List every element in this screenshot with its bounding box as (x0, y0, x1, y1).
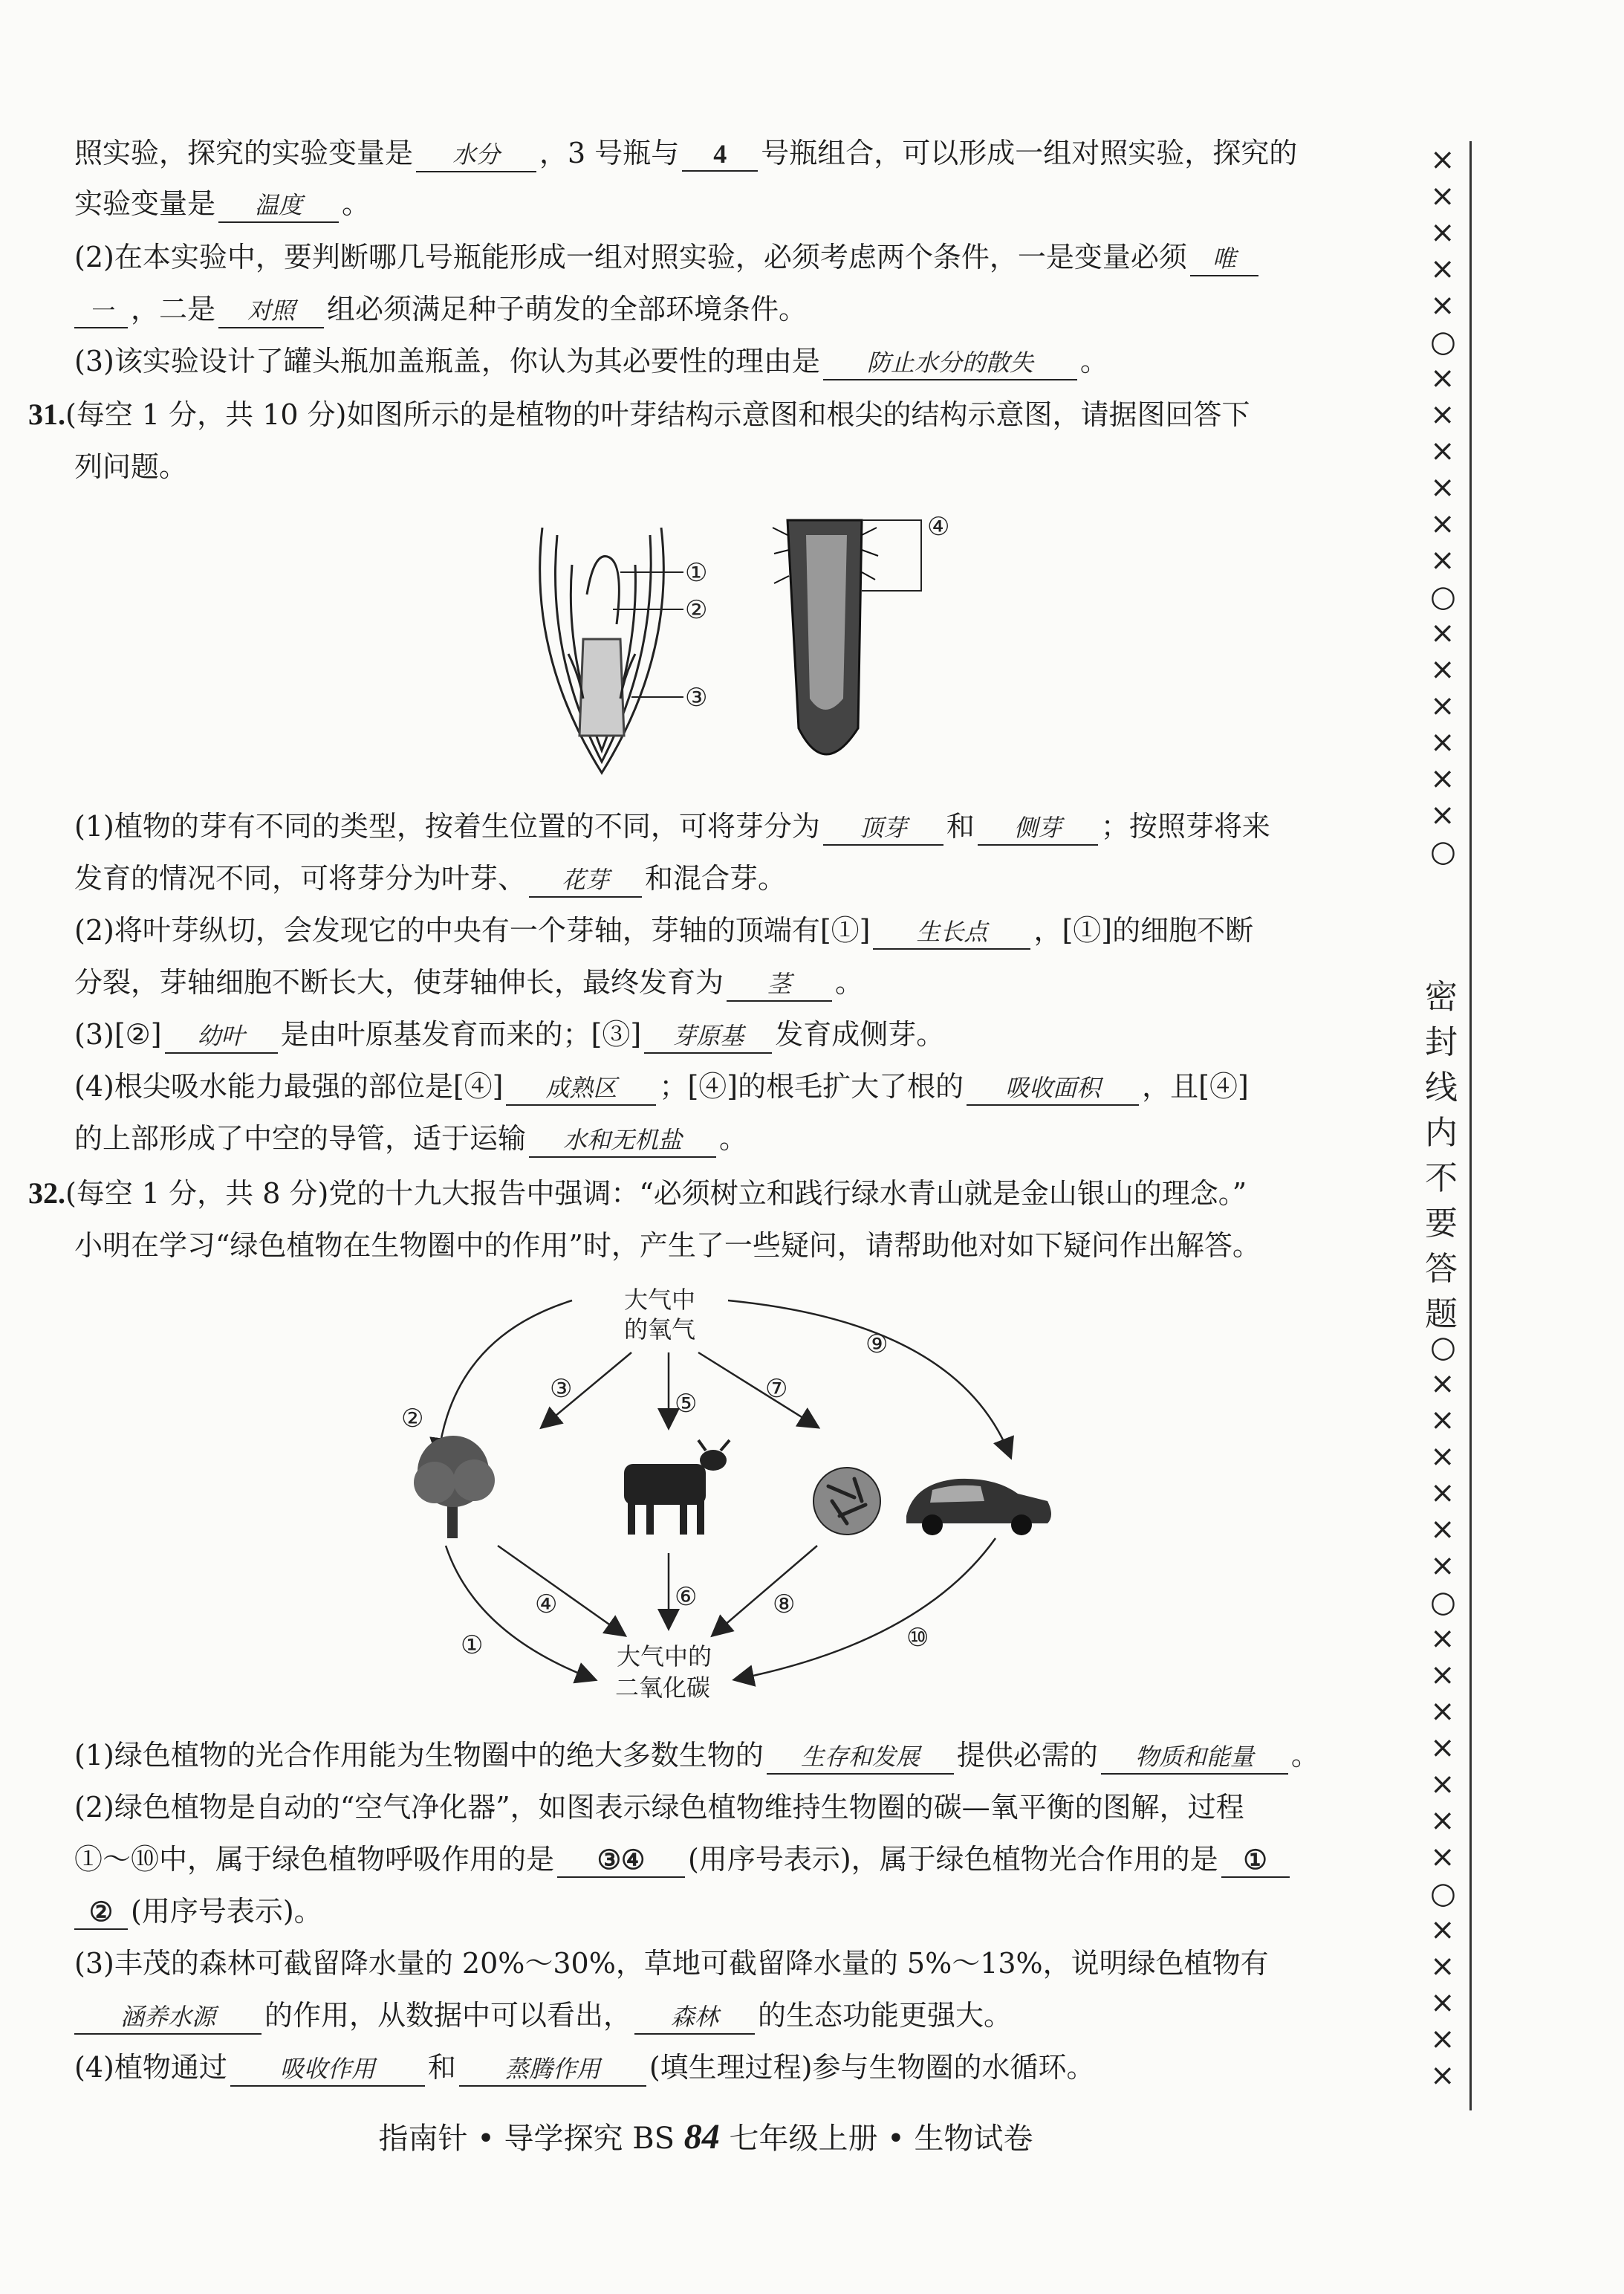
text: 实验变量是 (74, 187, 216, 220)
seal-cross-mark: × (1430, 1949, 1455, 1983)
seal-cross-mark: × (1430, 507, 1455, 541)
label-4: ④ (927, 512, 950, 542)
text: 。 (719, 1122, 748, 1155)
q30-line2 (74, 183, 370, 224)
text: 是由叶原基发育而来的；[③] (280, 1018, 642, 1051)
seal-text-char: 内 (1425, 1114, 1458, 1152)
car-icon (906, 1479, 1051, 1535)
seal-text-char: 密 (1425, 978, 1458, 1016)
seal-cross-mark: × (1430, 398, 1455, 432)
text: 小明在学习“绿色植物在生物圈中的作用”时，产生了一些疑问，请帮助他对如下疑问作出解答。 (74, 1229, 1261, 1262)
seal-cross-mark: × (1430, 798, 1455, 832)
seal-cross-mark: × (1430, 1367, 1455, 1401)
seal-cross-mark: × (1430, 1986, 1455, 2020)
seal-cross-mark: × (1430, 252, 1455, 286)
seal-cross-mark: × (1430, 1621, 1455, 1656)
seal-cross-mark: × (1430, 470, 1455, 505)
num-5: ⑤ (675, 1389, 698, 1419)
q30-p3 (74, 340, 1108, 382)
seal-cross-mark: × (1430, 1512, 1455, 1546)
arrow-4 (498, 1546, 624, 1635)
q31-p3 (74, 1014, 944, 1055)
seal-cross-mark: × (1430, 543, 1455, 577)
seal-text-char: 不 (1425, 1159, 1458, 1197)
answer-young-leaf: 幼叶 (165, 1020, 278, 1054)
seal-cross-mark: × (1430, 725, 1455, 759)
answer-unique-b: 一 (74, 294, 128, 328)
answer-mature-zone: 成熟区 (506, 1072, 656, 1106)
text: (每空 1 分，共 10 分)如图所示的是植物的叶芽结构示意图和根尖的结构示意图，请据图回答下 (65, 398, 1250, 431)
root-tip-illustration (773, 520, 878, 754)
answer-absorb-area: 吸收面积 (967, 1072, 1139, 1106)
num-2: ② (401, 1404, 424, 1433)
text: ，3 号瓶与 (539, 137, 680, 169)
seal-cross-mark: × (1430, 1476, 1455, 1510)
text: (填生理过程)参与生物圈的水循环。 (649, 2051, 1095, 2084)
text: (2)绿色植物是自动的“空气净化器”，如图表示绿色植物维持生物圈的碳—氧平衡的图解，过程 (74, 1791, 1244, 1824)
footer-left: 指南针 • 导学探究 BS (378, 2122, 675, 2156)
text: (用序号表示)。 (131, 1895, 322, 1928)
label-oxygen-2: 的氧气 (624, 1315, 696, 1344)
text: ①～⑩中，属于绿色植物呼吸作用的是 (74, 1843, 555, 1876)
text: 。 (835, 966, 864, 999)
seal-circle-mark: ○ (1430, 325, 1456, 359)
text: 的上部形成了中空的导管，适于运输 (74, 1122, 527, 1155)
text: 发育成侧芽。 (775, 1018, 945, 1051)
answer-top-bud: 顶芽 (823, 811, 943, 846)
answer-forest: 森林 (634, 2000, 755, 2035)
text: 。 (1079, 345, 1108, 378)
seal-cross-mark: × (1430, 1403, 1455, 1437)
seal-cross-mark: × (1430, 216, 1455, 250)
text: (用序号表示)，属于绿色植物光合作用的是 (688, 1843, 1218, 1876)
label-2: ② (685, 595, 708, 625)
text: (每空 1 分，共 8 分)党的十九大报告中强调：“必须树立和践行绿水青山就是金山银山的理念。” (65, 1177, 1247, 1210)
seal-cross-mark: × (1430, 1913, 1455, 1947)
seal-cross-mark: × (1430, 762, 1455, 796)
seal-cross-mark: × (1430, 1767, 1455, 1801)
num-10: ⑩ (906, 1623, 929, 1653)
num-4: ④ (535, 1590, 558, 1619)
leaf-bud-illustration (540, 528, 664, 773)
answer-photo-b: ② (74, 1896, 128, 1930)
seal-cross-mark: × (1430, 1840, 1455, 1874)
question-number: 31. (28, 398, 65, 431)
footer-right: 七年级上册 • 生物试卷 (729, 2122, 1033, 2156)
seal-cross-mark: × (1430, 1658, 1455, 1692)
seal-circle-mark: ○ (1430, 580, 1456, 614)
text: 。 (1290, 1739, 1319, 1772)
cow-icon (624, 1440, 730, 1535)
q30-line1 (74, 132, 1297, 174)
arrow-7 (698, 1352, 817, 1427)
answer-temp: 温度 (218, 189, 339, 223)
text: (4)根尖吸水能力最强的部位是[④] (74, 1070, 504, 1103)
figure-carbon-oxygen-cycle (401, 1278, 1129, 1717)
text: (1)植物的芽有不同的类型，按着生位置的不同，可将芽分为 (74, 810, 820, 843)
num-7: ⑦ (765, 1374, 788, 1404)
q30-p2-line1 (74, 236, 1261, 278)
text: 号瓶组合，可以形成一组对照实验，探究的 (761, 137, 1298, 169)
num-6: ⑥ (675, 1582, 698, 1612)
answer-photo-a: ① (1221, 1844, 1290, 1878)
text: ，[①]的细胞不断 (1033, 914, 1254, 947)
text: 照实验，探究的实验变量是 (74, 137, 414, 169)
text: 的生态功能更强大。 (758, 1999, 1013, 2032)
seal-cross-mark: × (1430, 434, 1455, 468)
answer-stem: 茎 (727, 968, 832, 1002)
label-oxygen-1: 大气中 (624, 1286, 696, 1314)
q31-intro2 (74, 446, 187, 487)
text: (3)丰茂的森林可截留降水量的 20%～30%，草地可截留降水量的 5%～13%，说明绿色植物有 (74, 1947, 1269, 1980)
bacteria-icon (813, 1468, 880, 1535)
q32-p3-line1 (74, 1943, 1269, 1984)
q32-p3-line2 (74, 1995, 1012, 2036)
seal-cross-mark: × (1430, 1804, 1455, 1838)
seal-text-char: 答 (1425, 1250, 1458, 1288)
label-3: ③ (685, 683, 708, 713)
text: (3)[②] (74, 1018, 162, 1051)
seal-text-char: 封 (1425, 1023, 1458, 1061)
num-9: ⑨ (865, 1329, 889, 1359)
seal-cross-mark: × (1430, 1439, 1455, 1474)
seal-cross-mark: × (1430, 616, 1455, 650)
text: ，且[④] (1142, 1070, 1249, 1103)
text: (1)绿色植物的光合作用能为生物圈中的绝大多数生物的 (74, 1739, 764, 1772)
q32-p2-line2 (74, 1838, 1293, 1880)
q31-p1 (74, 806, 1270, 847)
text: (3)该实验设计了罐头瓶加盖瓶盖，你认为其必要性的理由是 (74, 345, 820, 378)
seal-cross-mark: × (1430, 179, 1455, 213)
q31-p4 (74, 1066, 1249, 1107)
seal-cross-mark: × (1430, 689, 1455, 723)
text: ，二是 (131, 293, 216, 325)
num-8: ⑧ (773, 1590, 796, 1619)
seal-cross-mark: × (1430, 288, 1455, 323)
answer-water: 水分 (416, 138, 536, 172)
q31-p2 (74, 910, 1253, 951)
seal-text-char: 题 (1425, 1295, 1458, 1333)
seal-cross-mark: × (1430, 2022, 1455, 2056)
label-co2-2: 二氧化碳 (615, 1673, 711, 1702)
text: ；按照芽将来 (1100, 810, 1270, 843)
seal-circle-mark: ○ (1430, 1876, 1456, 1911)
q31-p1b (74, 858, 786, 899)
seal-circle-mark: ○ (1430, 1585, 1456, 1619)
answer-control: 对照 (218, 294, 324, 328)
seal-circle-mark: ○ (1430, 835, 1456, 869)
text: ；[④]的根毛扩大了根的 (659, 1070, 964, 1103)
answer-transport: 水和无机盐 (529, 1124, 716, 1158)
answer-matter-energy: 物质和能量 (1101, 1740, 1288, 1775)
answer-primordium: 芽原基 (644, 1020, 772, 1054)
num-1: ① (461, 1630, 484, 1660)
seal-cross-mark: × (1430, 1694, 1455, 1728)
text: 的作用，从数据中可以看出， (264, 1999, 632, 2032)
answer-side-bud: 侧芽 (978, 811, 1098, 846)
q31-p2b (74, 962, 863, 1003)
text: (4)植物通过 (74, 2051, 227, 2084)
seal-border-line (1469, 141, 1472, 2110)
q32-intro2 (74, 1225, 1261, 1266)
seal-cross-mark: × (1430, 361, 1455, 395)
seal-cross-mark: × (1430, 2058, 1455, 2093)
q31-intro1 (28, 394, 1250, 435)
text: (2)在本实验中，要判断哪几号瓶能形成一组对照实验，必须考虑两个条件，一是变量必须 (74, 241, 1187, 273)
text: 和 (946, 810, 975, 843)
text: (2)将叶芽纵切，会发现它的中央有一个芽轴，芽轴的顶端有[①] (74, 914, 871, 947)
arrow-8 (713, 1546, 817, 1635)
answer-absorption: 吸收作用 (230, 2052, 425, 2087)
q32-p2-line3 (74, 1890, 322, 1932)
text: 。 (342, 187, 371, 220)
answer-flower-bud: 花芽 (529, 864, 642, 898)
q32-p4 (74, 2047, 1095, 2088)
tree-icon (414, 1436, 495, 1538)
answer-reason: 防止水分的散失 (823, 346, 1077, 380)
label-1: ① (685, 558, 708, 588)
text: 和 (427, 2051, 456, 2084)
text: 列问题。 (74, 450, 188, 483)
seal-cross-mark: × (1430, 143, 1455, 177)
q31-p4b (74, 1118, 747, 1159)
seal-cross-mark: × (1430, 1731, 1455, 1765)
answer-transpiration: 蒸腾作用 (459, 2052, 646, 2087)
answer-unique-a: 唯 (1190, 242, 1258, 276)
page-number: 84 (683, 2117, 720, 2157)
figure-bud-root (513, 505, 1033, 788)
q30-p2-line2 (74, 288, 807, 330)
q32-intro1 (28, 1173, 1247, 1214)
answer-respiration: ③④ (557, 1844, 685, 1878)
seal-cross-mark: × (1430, 1549, 1455, 1583)
seal-circle-mark: ○ (1430, 1330, 1456, 1364)
seal-cross-mark: × (1430, 652, 1455, 687)
answer-growth-point: 生长点 (873, 916, 1030, 950)
q32-p1 (74, 1734, 1319, 1776)
text: 发育的情况不同，可将芽分为叶芽、 (74, 862, 527, 895)
seal-text-char: 要 (1425, 1205, 1458, 1242)
text: 组必须满足种子萌发的全部环境条件。 (327, 293, 808, 325)
label-co2-1: 大气中的 (617, 1642, 712, 1671)
text: 提供必需的 (956, 1739, 1098, 1772)
page-footer (0, 2115, 1412, 2157)
answer-conserve-water: 涵养水源 (74, 2000, 262, 2035)
q32-p2-line1 (74, 1786, 1244, 1828)
answer-bottle: 4 (682, 137, 758, 172)
text: 分裂，芽轴细胞不断长大，使芽轴伸长，最终发育为 (74, 966, 724, 999)
answer-survival: 生存和发展 (767, 1740, 954, 1775)
seal-text-char: 线 (1425, 1069, 1458, 1107)
text: 和混合芽。 (645, 862, 787, 895)
num-3: ③ (550, 1374, 573, 1404)
question-number: 32. (28, 1176, 65, 1210)
